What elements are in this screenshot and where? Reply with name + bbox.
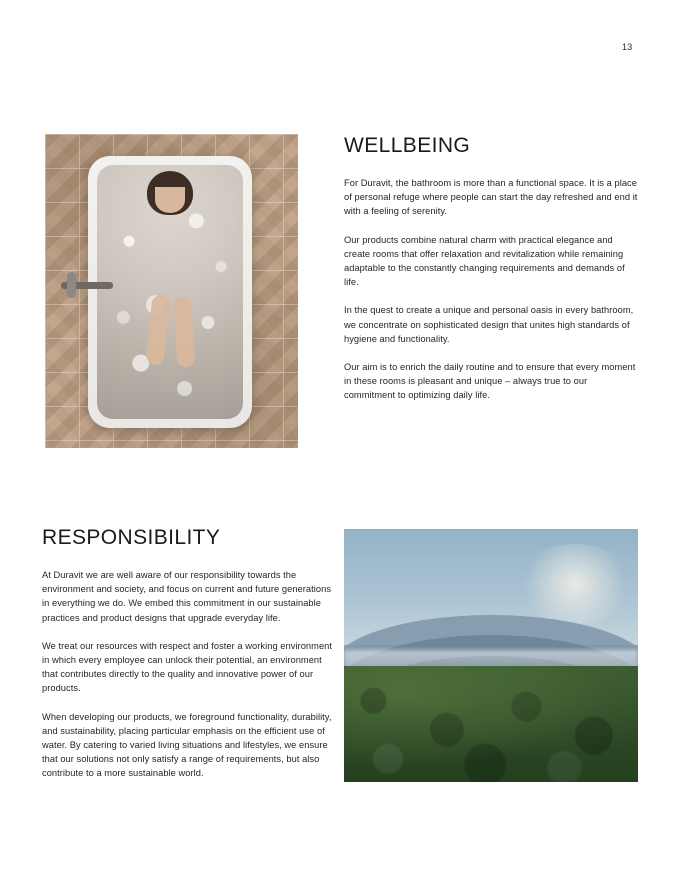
bather-face: [155, 187, 185, 213]
wellbeing-paragraph-1: For Duravit, the bathroom is more than a functional space. It is a place of personal refuge where people can start the day refreshed and end it with a feeling of serenity.: [344, 178, 638, 217]
forest-foreground: [344, 666, 638, 782]
responsibility-heading: RESPONSIBILITY: [42, 526, 221, 549]
wellbeing-paragraph-2: Our products combine natural charm with practical elegance and create rooms that offer relaxation and revitalization while remaining adaptable to the constantly changing requirements and demands of life.: [344, 234, 625, 288]
forest-canopy-texture: [344, 666, 638, 782]
responsibility-paragraph-1: At Duravit we are well aware of our responsibility towards the environment and society, and focus on current and future generations in everything we do. We embed this commitment in our sustainable practices and product designs that upgrade everyday life.: [42, 570, 332, 623]
responsibility-text-column: [42, 526, 332, 781]
sun-haze: [515, 544, 635, 624]
responsibility-image: [344, 529, 638, 782]
bathtub-handle: [67, 272, 76, 298]
bathtub-shape: [88, 156, 252, 428]
wellbeing-paragraph-3: In the quest to create a unique and personal oasis in every bathroom, we concentrate on sophisticated design that unites high standards of hygiene and functionality.: [344, 305, 634, 344]
wellbeing-image: [45, 134, 298, 448]
responsibility-paragraph-3: When developing our products, we foreground functionality, durability, and sustainability, placing particular emphasis on the efficient use of water. By catering to varied living situations and lifestyles, we ensure that our solutions not only satisfy a range of requirements, but also contribute to a more sustainable world.: [42, 711, 332, 779]
responsibility-paragraph-2: We treat our resources with respect and foster a working environment in which every employee can unlock their potential, an environment that contributes directly to the quality and innovative power of our products.: [42, 640, 333, 694]
wellbeing-heading: WELLBEING: [344, 134, 471, 157]
page-number: 13: [622, 42, 633, 52]
bathtub-water: [97, 165, 243, 419]
wellbeing-text-column: [344, 134, 638, 403]
wellbeing-paragraph-4: Our aim is to enrich the daily routine and to ensure that every moment in these rooms is pleasant and unique – always true to our commitment to optimizing daily life.: [344, 362, 636, 401]
